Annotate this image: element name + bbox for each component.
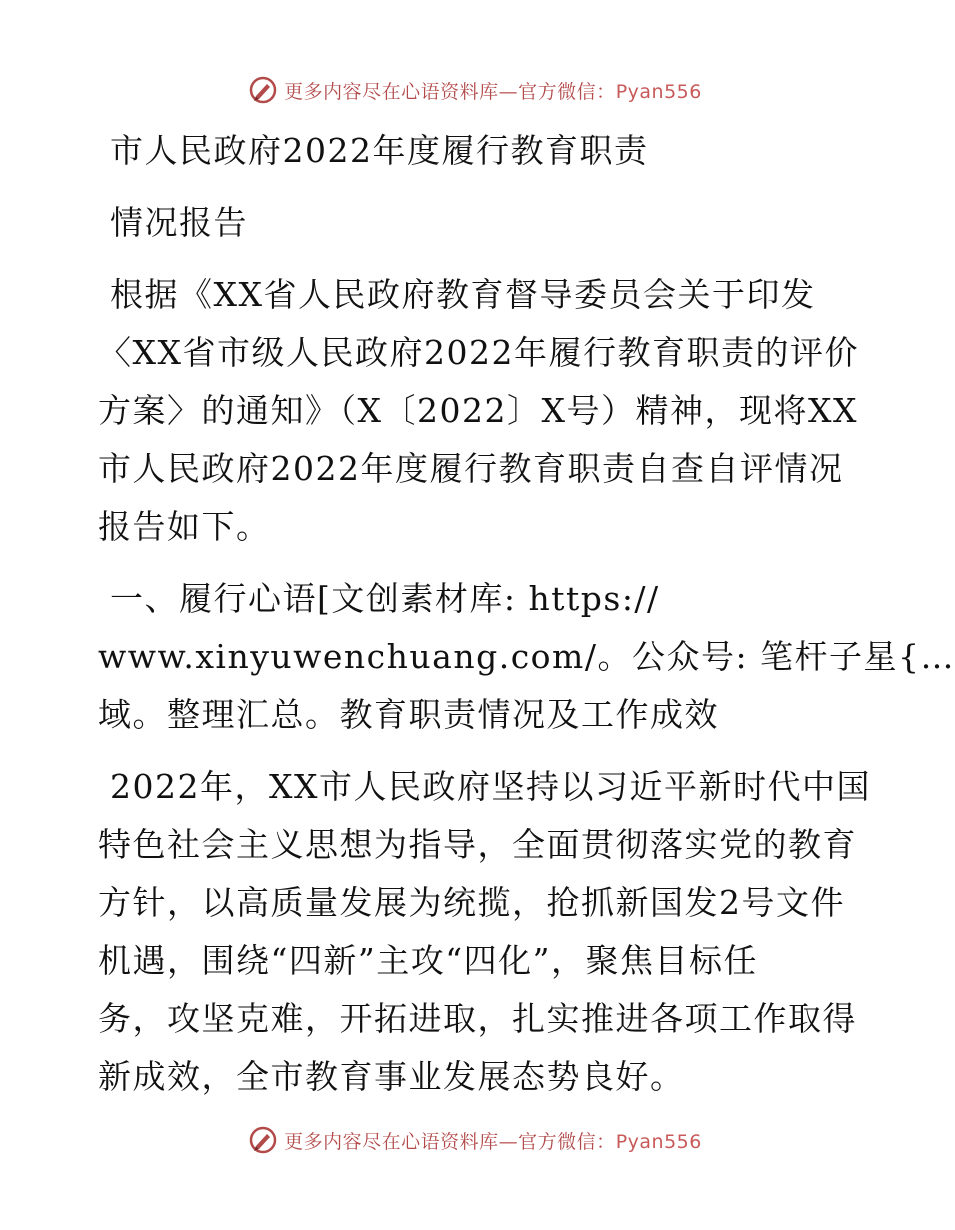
header-watermark — [0, 70, 950, 110]
section-heading-line: 域。整理汇总。教育职责情况及工作成效 — [98, 695, 719, 734]
body-line: 机遇，围绕“四新”主攻“四化”，聚焦目标任 — [98, 941, 758, 980]
intro-line: 方案〉的通知》（X〔2022〕X号）精神，现将XX — [98, 391, 858, 430]
title-line: 市人民政府2022年度履行教育职责 — [110, 131, 649, 170]
section-heading-line: 一、履行心语[文创素材库: https:// — [110, 579, 660, 618]
watermark-separator: — — [498, 80, 519, 103]
intro-line: 市人民政府2022年度履行教育职责自查自评情况 — [98, 449, 844, 488]
watermark-separator: — — [498, 1130, 519, 1153]
watermark-text: 更多内容尽在心语资料库 — [284, 80, 499, 103]
body-line: 特色社会主义思想为指导，全面贯彻落实党的教育 — [98, 825, 857, 864]
body-line: 新成效，全市教育事业发展态势良好。 — [98, 1057, 685, 1096]
watermark-text: 更多内容尽在心语资料库 — [284, 1130, 499, 1153]
title-line: 情况报告 — [110, 203, 248, 242]
watermark-wechat-id: Pyan556 — [615, 1130, 702, 1153]
pen-logo-icon — [248, 75, 278, 105]
body-line: 2022年，XX市人民政府坚持以习近平新时代中国 — [110, 767, 871, 806]
watermark-wechat-label: 官方微信： — [518, 1130, 616, 1153]
intro-line: 报告如下。 — [98, 507, 271, 546]
intro-line: 根据《XX省人民政府教育督导委员会关于印发 — [110, 275, 816, 314]
section-heading-line: www.xinyuwenchuang.com/。公众号: 笔杆子星{… — [98, 637, 955, 676]
watermark-wechat-label: 官方微信： — [518, 80, 616, 103]
body-line: 方针，以高质量发展为统揽，抢抓新国发2号文件 — [98, 883, 845, 922]
intro-line: 〈XX省市级人民政府2022年履行教育职责的评价 — [98, 333, 859, 372]
body-line: 务，攻坚克难，开拓进取，扎实推进各项工作取得 — [98, 999, 857, 1038]
pen-logo-icon — [248, 1125, 278, 1155]
document-body — [98, 122, 955, 1106]
watermark-wechat-id: Pyan556 — [615, 80, 702, 103]
footer-watermark — [0, 1120, 950, 1160]
